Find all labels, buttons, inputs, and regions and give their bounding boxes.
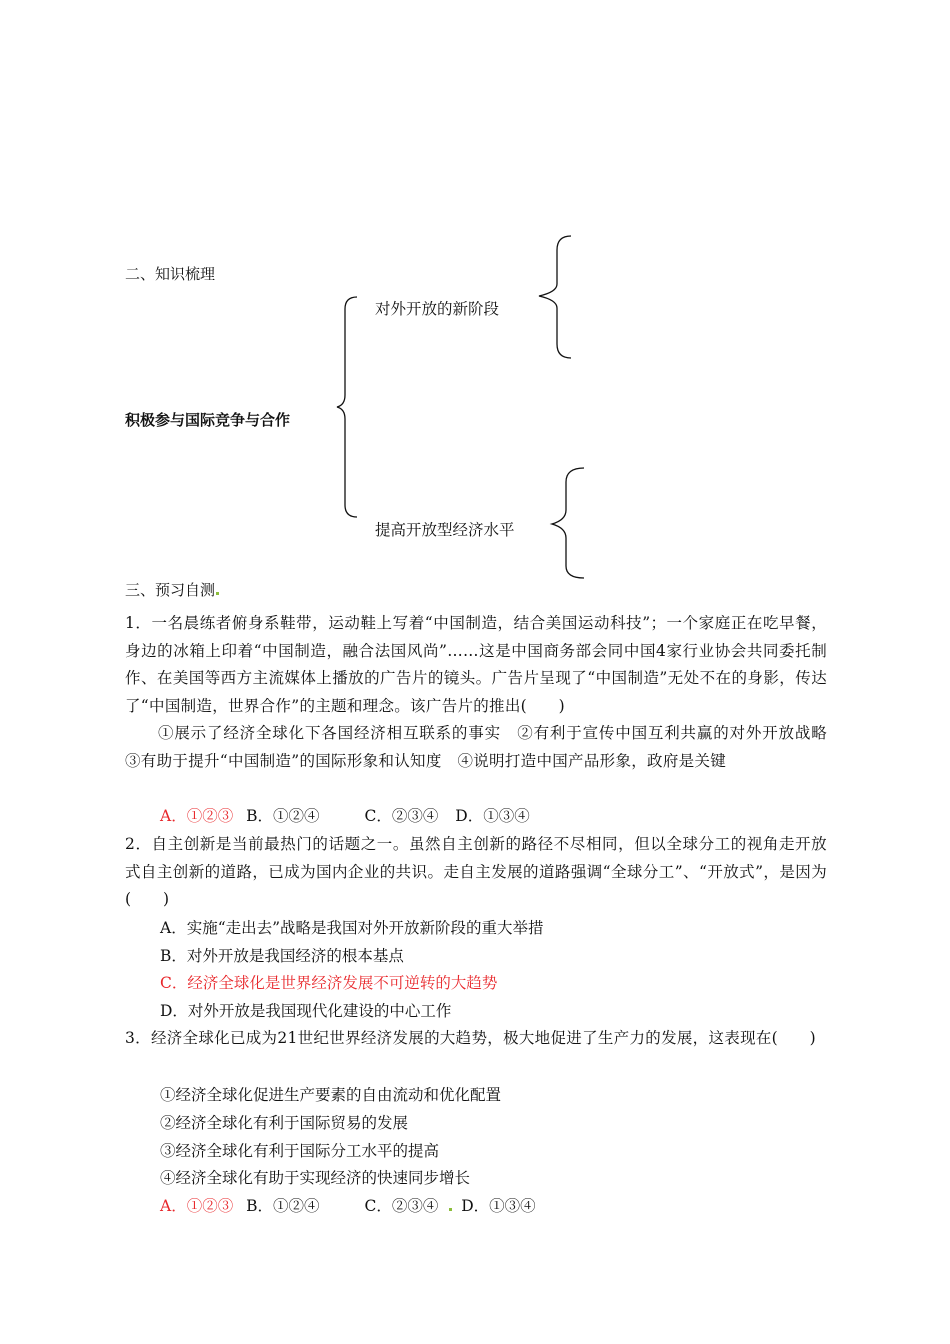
- q3-stem: 3．经济全球化已成为21世纪世界经济发展的大趋势，极大地促进了生产力的发展，这表现在( ): [125, 1029, 816, 1047]
- q3-option-b: B．①②④: [246, 1197, 320, 1215]
- q2-stem: 2．自主创新是当前最热门的话题之一。虽然自主创新的路径不尽相同，但以全球分工的视角走开放式自主创新的道路，已成为国内企业的共识。走自主发展的道路强调“全球分工”、“开放式”，是因为( ): [125, 835, 827, 908]
- top-sub-brace: [535, 234, 575, 362]
- q3-statement-3: ③经济全球化有利于国际分工水平的提高: [160, 1142, 440, 1160]
- branch-bottom: 提高开放型经济水平: [375, 521, 515, 539]
- q2-option-c: C．经济全球化是世界经济发展不可逆转的大趋势: [160, 974, 498, 992]
- q1-option-d: D．①③④: [455, 807, 530, 825]
- section2-title: 二、知识梳理: [125, 265, 216, 283]
- q3-statement-2: ②经济全球化有利于国际贸易的发展: [160, 1114, 409, 1132]
- q1-option-b: B．①②④: [246, 807, 320, 825]
- q3-statement-4: ④经济全球化有助于实现经济的快速同步增长: [160, 1169, 471, 1187]
- section3-title: 三、预习自测: [125, 580, 219, 600]
- q1-statements: ①展示了经济全球化下各国经济相互联系的事实 ②有利于宣传中国互利共赢的对外开放战略 ③有助于提升“中国制造”的国际形象和认知度 ④说明打造中国产品形象，政府是关键: [125, 724, 843, 770]
- branch-top: 对外开放的新阶段: [375, 300, 500, 318]
- q3-option-d: D．①③④: [461, 1197, 536, 1215]
- marker-dot: [216, 592, 219, 595]
- marker-dot: [449, 1208, 452, 1211]
- q1-option-c: C．②③④: [364, 807, 439, 825]
- center-topic: 积极参与国际竞争与合作: [125, 411, 291, 429]
- bottom-sub-brace: [548, 466, 588, 582]
- q1-stem: 1．一名晨练者俯身系鞋带，运动鞋上写着“中国制造，结合美国运动科技”；一个家庭正在吃早餐，身边的冰箱上印着“中国制造，融合法国风尚”……这是中国商务部会同中国4家行业协会共同委托制作、在美国等西方主流媒体上播放的广告片的镜头。广告片呈现了“中国制造”无处不在的身影，传达了“中国制造，世界合作”的主题和理念。该广告片的推出( ): [125, 614, 827, 715]
- q3-statement-1: ①经济全球化促进生产要素的自由流动和优化配置: [160, 1086, 502, 1104]
- q2-option-b: B．对外开放是我国经济的根本基点: [160, 947, 404, 965]
- q2-option-a: A．实施“走出去”战略是我国对外开放新阶段的重大举措: [160, 919, 544, 937]
- q1-option-a: A．①②③: [160, 807, 234, 825]
- q3-option-c: C．②③④: [364, 1197, 439, 1215]
- q1-options: [160, 806, 530, 826]
- q2-option-d: D．对外开放是我国现代化建设的中心工作: [160, 1002, 452, 1020]
- main-brace: [335, 295, 365, 520]
- q3-options: [160, 1196, 536, 1216]
- q3-option-a: A．①②③: [160, 1197, 234, 1215]
